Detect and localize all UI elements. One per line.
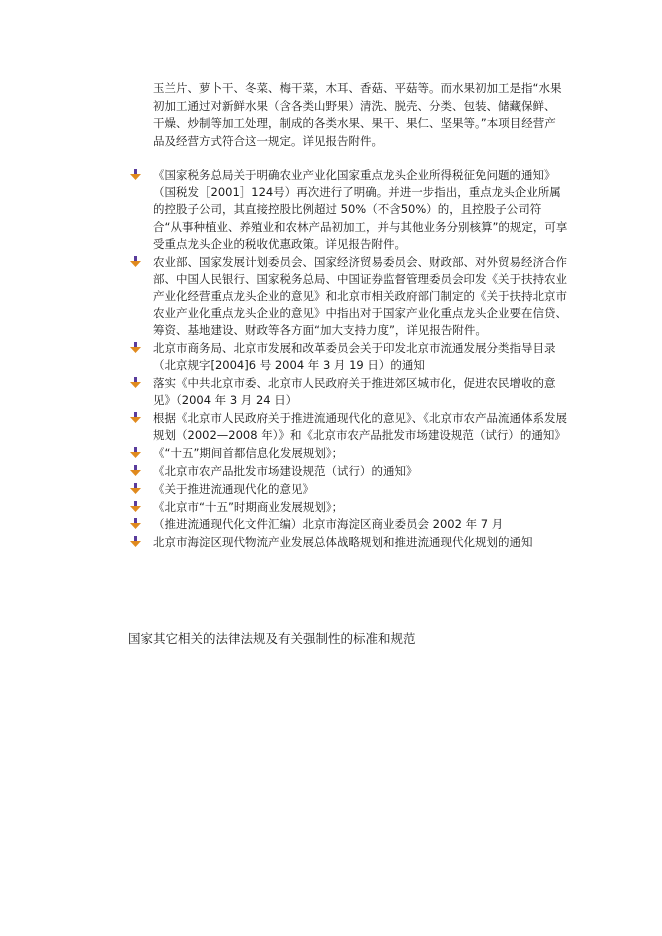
list-item-text: 《“十五”期间首都信息化发展规划》； [153, 446, 344, 461]
list-item-text: 《国家税务总局关于明确农业产业化国家重点龙头企业所得税征免问题的通知》（国税发［2001］124号）再次进行了明确。并进一步指出，重点龙头企业所属的控股子公司，其直接控股比例超过 50%（不含50%）的，且控股子公司符合“从事种植业、养殖业和农林产品初加工，并与其他业务分别核算”的规定，可享受重点龙头企业的税收优惠政策。详见报告附件。 [153, 168, 568, 251]
list-item [128, 254, 568, 340]
list-item [128, 167, 568, 253]
list-item-text: 北京市海淀区现代物流产业发展总体战略规划和推进流通现代化规划的通知 [153, 535, 533, 550]
list-item [128, 499, 568, 516]
regulation-list [128, 167, 568, 552]
arrow-bullet-icon [130, 377, 141, 389]
list-item-text: 《北京市农产品批发市场建设规范（试行）的通知》 [153, 464, 418, 479]
arrow-bullet-icon [130, 536, 141, 548]
list-item-text: 《关于推进流通现代化的意见》 [153, 481, 314, 496]
list-item-text: 农业部、国家发展计划委员会、国家经济贸易委员会、财政部、对外贸易经济合作部、中国人民银行、国家税务总局、中国证券监督管理委员会印发《关于扶持农业产业化经营重点龙头企业的意见》和北京市相关政府部门制定的《关于扶持北京市农业产业化重点龙头企业的意见》中指出对于国家产业化重点龙头企业要在信贷、筹资、基地建设、财政等各方面“加大支持力度”，详见报告附件。 [153, 254, 567, 338]
list-item-text: 《北京市“十五”时期商业发展规划》； [153, 499, 344, 514]
list-item-text: 北京市商务局、北京市发展和改革委员会关于印发北京市流通发展分类指导目录（北京规字[2004]6 号 2004 年 3 月 19 日）的通知 [153, 341, 556, 373]
arrow-bullet-icon [130, 465, 141, 477]
arrow-bullet-icon [130, 412, 141, 424]
list-item [128, 445, 568, 462]
arrow-bullet-icon [130, 342, 141, 354]
list-item [128, 340, 568, 374]
list-item-text: （推进流通现代化文件汇编）北京市海淀区商业委员会 2002 年 7 月 [153, 517, 504, 532]
arrow-bullet-icon [130, 447, 141, 459]
list-item-text: 根据《北京市人民政府关于推进流通现代化的意见》、《北京市农产品流通体系发展规划（2002—2008 年）》和《北京市农产品批发市场建设规范（试行）的通知》 [153, 411, 567, 443]
intro-paragraph: 玉兰片、萝卜干、冬菜、梅干菜，木耳、香菇、平菇等。而水果初加工是指“水果初加工通过对新鲜水果（含各类山野果）清洗、脱壳、分类、包装、储藏保鲜、干燥、炒制等加工处理，制成的各类水果、果干、果仁、坚果等。”本项目经营产品及经营方式符合这一规定。详见报告附件。 [153, 81, 562, 148]
section-heading: 国家其它相关的法律法规及有关强制性的标准和规范 [128, 631, 416, 646]
list-item [128, 463, 568, 480]
arrow-bullet-icon [130, 501, 141, 513]
list-item [128, 534, 568, 551]
arrow-bullet-icon [130, 518, 141, 530]
list-item [128, 516, 568, 533]
list-item [128, 410, 568, 444]
list-item [128, 375, 568, 409]
arrow-bullet-icon [130, 169, 141, 181]
list-item [128, 481, 568, 498]
list-item-text: 落实《中共北京市委、北京市人民政府关于推进郊区城市化，促进农民增收的意见》（2004 年 3 月 24 日） [153, 376, 556, 408]
arrow-bullet-icon [130, 483, 141, 495]
arrow-bullet-icon [130, 256, 141, 268]
